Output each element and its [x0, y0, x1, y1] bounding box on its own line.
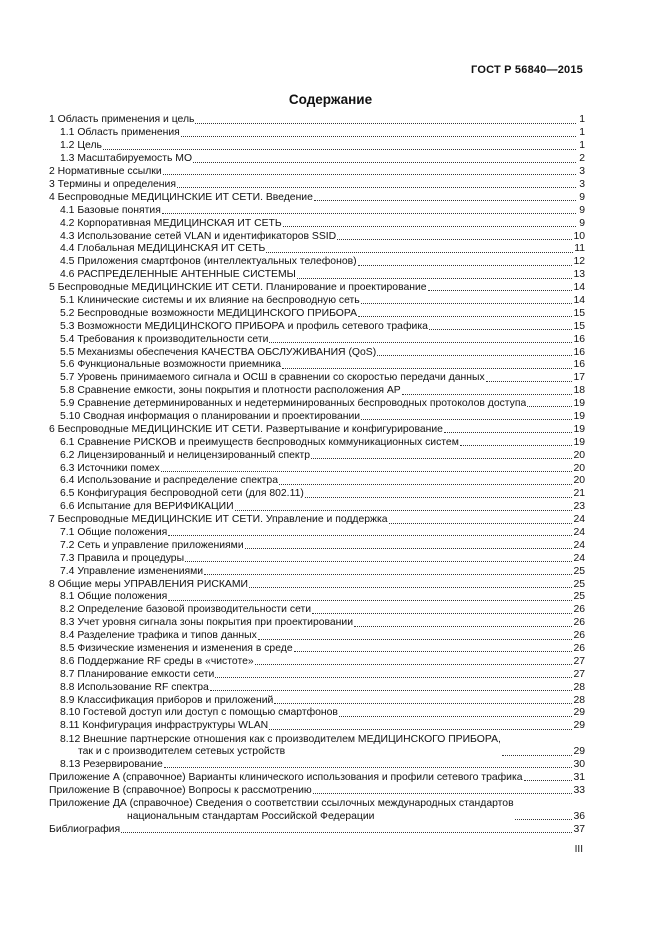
toc-entry[interactable] [49, 166, 585, 179]
toc-entry[interactable] [49, 230, 585, 243]
toc-entry-text: 7.4 Управление изменениями [60, 565, 204, 577]
toc-entry-text: 8.12 Внешние партнерские отношения как с производителем МЕДИЦИНСКОГО ПРИБОРА, [60, 733, 501, 745]
toc-leader-dots [311, 458, 572, 459]
toc-entry-text: 5.2 Беспроводные возможности МЕДИЦИНСКОГО ПРИБОРА [60, 307, 358, 319]
toc-entry-text: 7.2 Сеть и управление приложениями [60, 539, 244, 551]
toc-leader-dots [193, 162, 576, 163]
toc-entry[interactable] [49, 681, 585, 694]
toc-entry-text: 8.11 Конфигурация инфраструктуры WLAN [60, 720, 269, 732]
toc-leader-dots [313, 793, 573, 794]
toc-entry-title [60, 205, 161, 217]
toc-entry[interactable] [49, 630, 585, 643]
toc-entry-title [60, 643, 293, 655]
toc-page-number: 24 [573, 539, 585, 551]
toc-entry-text: 5.9 Сравнение детерминированных и недетерминированных беспроводных протоколов доступа [60, 398, 527, 410]
toc-entry-title [60, 720, 268, 732]
toc-page-number: 28 [573, 681, 585, 693]
toc-leader-dots [444, 432, 572, 433]
toc-entry[interactable] [49, 333, 585, 346]
toc-entry-text: 6.2 Лицензированный и нелицензированный спектр [60, 449, 311, 461]
toc-leader-dots [460, 445, 573, 446]
toc-entry-title [60, 243, 265, 255]
toc-entry[interactable] [49, 307, 585, 320]
toc-entry-text: 6.6 Испытание для ВЕРИФИКАЦИИ [60, 501, 234, 513]
toc-leader-dots [245, 548, 573, 549]
toc-entry[interactable] [49, 565, 585, 578]
toc-entry[interactable] [49, 759, 585, 772]
toc-entry-title [60, 488, 304, 500]
page-number: III [574, 844, 583, 855]
toc-entry[interactable] [49, 720, 585, 733]
toc-leader-dots [377, 355, 572, 356]
toc-entry-title [49, 166, 162, 178]
toc-entry[interactable] [49, 410, 585, 423]
toc-entry-title [60, 682, 209, 694]
toc-entry-text-continued: национальным стандартам Российской Федерации [127, 810, 375, 822]
toc-page-number: 33 [573, 784, 585, 796]
toc-leader-dots [429, 329, 573, 330]
toc-entry[interactable] [49, 140, 585, 153]
toc-entry[interactable] [49, 256, 585, 269]
toc-entry[interactable] [49, 668, 585, 681]
toc-entry-text: 1.2 Цель [60, 140, 102, 152]
toc-page-number: 14 [573, 294, 585, 306]
toc-leader-dots [185, 561, 572, 562]
toc-entry-title [60, 256, 357, 268]
toc-page-number: 1 [579, 140, 585, 152]
toc-entry[interactable] [49, 462, 585, 475]
toc-entry[interactable] [49, 694, 585, 707]
toc-entry-text: 4 Беспроводные МЕДИЦИНСКИЕ ИТ СЕТИ. Введение [49, 191, 313, 203]
toc-entry-text: 4.5 Приложения смартфонов (интеллектуальных телефонов) [60, 256, 357, 268]
toc-page-number: 15 [573, 307, 585, 319]
toc-entry[interactable] [49, 643, 585, 656]
toc-entry-title [60, 734, 501, 759]
toc-page-number: 19 [573, 398, 585, 410]
toc-leader-dots [282, 368, 572, 369]
toc-entry-text: Приложение А (справочное) Варианты клинического использования и профили сетевого трафика [49, 771, 523, 783]
toc-page-number: 23 [573, 501, 585, 513]
toc-entry-text: 8.7 Планирование емкости сети [60, 668, 215, 680]
toc-leader-dots [314, 200, 576, 201]
toc-leader-dots [402, 394, 573, 395]
toc-entry-text: 5.6 Функциональные возможности приемника [60, 359, 282, 371]
toc-page-number: 28 [573, 694, 585, 706]
toc-entry-title [60, 231, 336, 243]
toc-page-number: 13 [573, 269, 585, 281]
toc-entry-title [49, 772, 523, 784]
toc-page-number: 20 [573, 449, 585, 461]
toc-entry-title [60, 321, 428, 333]
toc-page-number: 19 [573, 436, 585, 448]
toc-entry-text: 5.8 Сравнение емкости, зоны покрытия и плотности расположения АР [60, 385, 401, 397]
toc-leader-dots [235, 510, 573, 511]
toc-page-number: 16 [573, 359, 585, 371]
toc-entry-title [60, 463, 160, 475]
toc-entry-text: 7 Беспроводные МЕДИЦИНСКИЕ ИТ СЕТИ. Управление и поддержка [49, 514, 388, 526]
toc-page-number: 11 [574, 243, 585, 255]
toc-page-number: 36 [573, 810, 585, 822]
toc-entry[interactable] [49, 398, 585, 411]
toc-entry-text: 4.3 Использование сетей VLAN и идентификаторов SSID [60, 230, 337, 242]
toc-page-number: 29 [573, 707, 585, 719]
toc-entry-text: 4.1 Базовые понятия [60, 204, 161, 216]
toc-entry-title [60, 140, 102, 152]
toc-entry-title [60, 372, 485, 384]
toc-entry-title [49, 579, 248, 591]
toc-page-number: 27 [573, 655, 585, 667]
toc-entry[interactable] [49, 153, 585, 166]
toc-leader-dots [168, 600, 572, 601]
toc-leader-dots [168, 535, 572, 536]
toc-entry-text: 7.3 Правила и процедуры [60, 552, 185, 564]
toc-entry[interactable] [49, 578, 585, 591]
toc-entry-text: 4.4 Глобальная МЕДИЦИНСКАЯ ИТ СЕТЬ [60, 243, 266, 255]
toc-page-number: 19 [573, 423, 585, 435]
toc-page-number: 20 [573, 475, 585, 487]
toc-entry-text: 6 Беспроводные МЕДИЦИНСКИЕ ИТ СЕТИ. Развертывание и конфигурирование [49, 423, 443, 435]
toc-entry-title [60, 604, 311, 616]
toc-leader-dots [121, 832, 572, 833]
toc-leader-dots [358, 316, 572, 317]
toc-leader-dots [266, 252, 573, 253]
toc-leader-dots [297, 278, 573, 279]
toc-entry[interactable] [49, 204, 585, 217]
toc-leader-dots [163, 174, 576, 175]
toc-page-number: 10 [573, 230, 585, 242]
toc-entry-text: 4.2 Корпоративная МЕДИЦИНСКАЯ ИТ СЕТЬ [60, 217, 282, 229]
toc-entry-title [60, 127, 180, 139]
toc-entry[interactable] [49, 282, 585, 295]
toc-page-number: 30 [573, 759, 585, 771]
toc-page-number: 1 [579, 114, 585, 126]
toc-entry-title [60, 398, 526, 410]
toc-entry[interactable] [49, 243, 585, 256]
toc-entry-title [60, 566, 203, 578]
toc-entry-text: 6.4 Использование и распределение спектра [60, 475, 278, 487]
toc-entry[interactable] [49, 191, 585, 204]
toc-entry[interactable] [49, 127, 585, 140]
toc-entry-title [49, 114, 194, 126]
toc-entry[interactable] [49, 797, 585, 823]
toc-entry-text: 8.3 Учет уровня сигнала зоны покрытия при проектировании [60, 617, 354, 629]
toc-entry[interactable] [49, 385, 585, 398]
toc-page-number: 31 [573, 771, 585, 783]
toc-entry-text: 5.7 Уровень принимаемого сигнала и ОСШ в сравнении со скоростью передачи данных [60, 372, 485, 384]
toc-entry-text: 5.3 Возможности МЕДИЦИНСКОГО ПРИБОРА и профиль сетевого трафика [60, 320, 428, 332]
toc-entry-text: 2 Нормативные ссылки [49, 166, 162, 178]
table-of-contents [49, 114, 585, 836]
toc-leader-dots [361, 303, 573, 304]
toc-entry[interactable] [49, 346, 585, 359]
toc-entry-title [60, 475, 278, 487]
toc-page-number: 27 [573, 668, 585, 680]
toc-entry-title [49, 192, 313, 204]
toc-page-number: 37 [573, 823, 585, 835]
toc-leader-dots [305, 497, 573, 498]
toc-page-number: 12 [573, 256, 585, 268]
toc-leader-dots [515, 819, 573, 820]
toc-leader-dots [524, 780, 573, 781]
toc-entry-text: 1.3 Масштабируемость МО [60, 153, 193, 165]
toc-entry[interactable] [49, 591, 585, 604]
toc-leader-dots [269, 342, 572, 343]
toc-leader-dots [161, 471, 573, 472]
toc-entry-title [60, 308, 357, 320]
toc-leader-dots [361, 419, 572, 420]
toc-entry-text: Библиография [49, 823, 121, 835]
toc-leader-dots [162, 213, 576, 214]
toc-leader-dots [177, 187, 576, 188]
toc-leader-dots [294, 651, 573, 652]
toc-entry-text: 8.2 Определение базовой производительности сети [60, 604, 312, 616]
toc-entry-title [49, 514, 388, 526]
toc-entry-title [60, 359, 281, 371]
toc-entry[interactable] [49, 294, 585, 307]
toc-leader-dots [249, 587, 572, 588]
toc-leader-dots [337, 239, 572, 240]
toc-entry[interactable] [49, 449, 585, 462]
toc-entry-title [60, 295, 360, 307]
toc-page-number: 9 [579, 204, 585, 216]
toc-entry-text: 1.1 Область применения [60, 127, 180, 139]
toc-leader-dots [269, 729, 572, 730]
toc-leader-dots [358, 265, 573, 266]
toc-leader-dots [354, 626, 572, 627]
toc-leader-dots [204, 574, 572, 575]
toc-entry-text: 8.13 Резервирование [60, 759, 163, 771]
toc-entry[interactable] [49, 372, 585, 385]
toc-entry[interactable] [49, 359, 585, 372]
toc-entry-text: 5.5 Механизмы обеспечения КАЧЕСТВА ОБСЛУЖИВАНИЯ (QoS) [60, 346, 377, 358]
toc-entry-text: 5.1 Клинические системы и их влияние на беспроводную сеть [60, 294, 360, 306]
toc-leader-dots [502, 755, 573, 756]
toc-entry-title [49, 798, 514, 823]
toc-entry-title [49, 282, 427, 294]
toc-page-number: 24 [573, 514, 585, 526]
toc-entry-title [60, 347, 376, 359]
toc-page-number: 9 [579, 191, 585, 203]
toc-page-number: 29 [573, 746, 585, 758]
toc-entry-text: Приложение ДА (справочное) Сведения о соответствии ссылочных международных стандартов [49, 798, 514, 810]
toc-entry-text: 5.4 Требования к производительности сети [60, 333, 269, 345]
toc-entry-title [60, 450, 310, 462]
toc-entry[interactable] [49, 320, 585, 333]
toc-page-number: 17 [573, 372, 585, 384]
toc-entry-text: 8.6 Поддержание RF среды в «чистоте» [60, 655, 254, 667]
toc-entry[interactable] [49, 617, 585, 630]
toc-page-number: 15 [573, 320, 585, 332]
standard-designation: ГОСТ Р 56840—2015 [471, 64, 583, 76]
toc-entry[interactable] [49, 269, 585, 282]
toc-entry-title [60, 153, 192, 165]
toc-entry-text: 8.5 Физические изменения и изменения в среде [60, 643, 293, 654]
toc-entry-text: 4.6 РАСПРЕДЕЛЕННЫЕ АНТЕННЫЕ СИСТЕМЫ [60, 269, 296, 281]
toc-entry-text: 8.9 Классификация приборов и приложений [60, 694, 274, 706]
toc-entry-text: 8 Общие меры УПРАВЛЕНИЯ РИСКАМИ [49, 578, 248, 590]
toc-entry[interactable] [49, 488, 585, 501]
toc-page-number: 3 [579, 166, 585, 178]
toc-entry-title [60, 269, 296, 281]
toc-entry-title [60, 630, 257, 642]
toc-leader-dots [195, 123, 576, 124]
toc-entry-text: 8.1 Общие положения [60, 591, 168, 603]
toc-leader-dots [279, 484, 572, 485]
toc-leader-dots [164, 767, 573, 768]
toc-page-number: 9 [579, 217, 585, 229]
toc-entry-title [60, 669, 214, 681]
toc-entry[interactable] [49, 655, 585, 668]
toc-leader-dots [181, 136, 576, 137]
toc-entry-text: 7.1 Общие положения [60, 526, 168, 538]
toc-entry[interactable] [49, 114, 585, 127]
toc-entry-title [60, 656, 254, 668]
toc-entry-title [60, 553, 184, 565]
toc-entry[interactable] [49, 604, 585, 617]
toc-entry-title [49, 179, 176, 191]
toc-entry-title [60, 591, 167, 603]
toc-entry[interactable] [49, 423, 585, 436]
toc-page-number: 16 [573, 346, 585, 358]
toc-leader-dots [312, 613, 572, 614]
toc-leader-dots [389, 523, 573, 524]
toc-entry[interactable] [49, 514, 585, 527]
toc-entry-text: Приложение В (справочное) Вопросы к рассмотрению [49, 784, 312, 796]
toc-entry-text-continued: так и с производителем сетевых устройств [78, 746, 286, 758]
toc-leader-dots [428, 290, 573, 291]
toc-entry-text: 6.3 Источники помех [60, 462, 160, 474]
toc-entry-text: 8.4 Разделение трафика и типов данных [60, 630, 257, 642]
toc-entry[interactable] [49, 784, 585, 797]
toc-entry-text: 8.10 Гостевой доступ или доступ с помощью смартфонов [60, 707, 338, 719]
toc-page-number: 20 [573, 462, 585, 474]
toc-page-number: 14 [573, 282, 585, 294]
toc-leader-dots [255, 664, 573, 665]
toc-page-number: 29 [573, 720, 585, 732]
toc-page-number: 2 [579, 153, 585, 165]
toc-entry-text: 3 Термины и определения [49, 178, 176, 190]
toc-entry-title [60, 695, 273, 707]
toc-page-number: 26 [573, 643, 585, 654]
toc-entry[interactable] [49, 475, 585, 488]
toc-leader-dots [210, 690, 573, 691]
toc-page-number: 1 [579, 127, 585, 139]
toc-entry-text: 5 Беспроводные МЕДИЦИНСКИЕ ИТ СЕТИ. Планирование и проектирование [49, 282, 427, 294]
toc-page-number: 26 [573, 630, 585, 642]
toc-leader-dots [258, 639, 573, 640]
toc-entry[interactable] [49, 501, 585, 514]
toc-entry-title [60, 617, 353, 629]
toc-page-number: 19 [573, 410, 585, 422]
toc-leader-dots [527, 406, 572, 407]
toc-entry[interactable] [49, 539, 585, 552]
toc-page-number: 16 [573, 333, 585, 345]
toc-leader-dots [103, 149, 576, 150]
toc-entry-text: 1 Область применения и цель [49, 114, 195, 126]
toc-page-number: 25 [573, 578, 585, 590]
toc-leader-dots [215, 677, 572, 678]
toc-entry[interactable] [49, 217, 585, 230]
toc-entry-title [60, 334, 268, 346]
toc-page-number: 21 [573, 488, 585, 500]
toc-entry-title [60, 411, 360, 423]
toc-page-number: 3 [579, 178, 585, 190]
toc-leader-dots [339, 716, 572, 717]
toc-entry-title [60, 437, 459, 449]
toc-entry[interactable] [49, 707, 585, 720]
toc-entry[interactable] [49, 733, 585, 759]
toc-entry-title [60, 501, 234, 513]
toc-entry[interactable] [49, 771, 585, 784]
toc-entry-title [49, 424, 443, 436]
toc-page-number: 24 [573, 552, 585, 564]
toc-entry-title [60, 759, 163, 771]
toc-entry[interactable] [49, 823, 585, 836]
toc-page-number: 18 [573, 385, 585, 397]
toc-entry-title [60, 527, 167, 539]
page-title: Содержание [288, 92, 373, 107]
toc-page-number: 25 [573, 591, 585, 603]
toc-entry-title [49, 785, 312, 797]
toc-entry-text: 6.5 Конфигурация беспроводной сети (для 802.11) [60, 488, 304, 500]
toc-entry-title [60, 385, 401, 397]
toc-entry-text: 6.1 Сравнение РИСКОВ и преимуществ беспроводных коммуникационных систем [60, 436, 459, 448]
toc-entry-title [49, 824, 120, 836]
toc-leader-dots [283, 226, 576, 227]
toc-entry[interactable] [49, 436, 585, 449]
toc-entry-text: 8.8 Использование RF спектра [60, 681, 209, 693]
toc-entry-title [60, 218, 282, 230]
toc-entry-title [60, 707, 338, 719]
toc-entry-title [60, 540, 244, 552]
toc-leader-dots [486, 381, 573, 382]
toc-page-number: 26 [573, 604, 585, 616]
toc-page-number: 25 [573, 565, 585, 577]
toc-leader-dots [274, 703, 572, 704]
toc-entry[interactable] [49, 178, 585, 191]
toc-entry[interactable] [49, 552, 585, 565]
toc-entry[interactable] [49, 527, 585, 540]
toc-page-number: 24 [573, 526, 585, 538]
toc-page-number: 26 [573, 617, 585, 629]
toc-entry-text: 5.10 Сводная информация о планировании и проектировании [60, 410, 361, 422]
